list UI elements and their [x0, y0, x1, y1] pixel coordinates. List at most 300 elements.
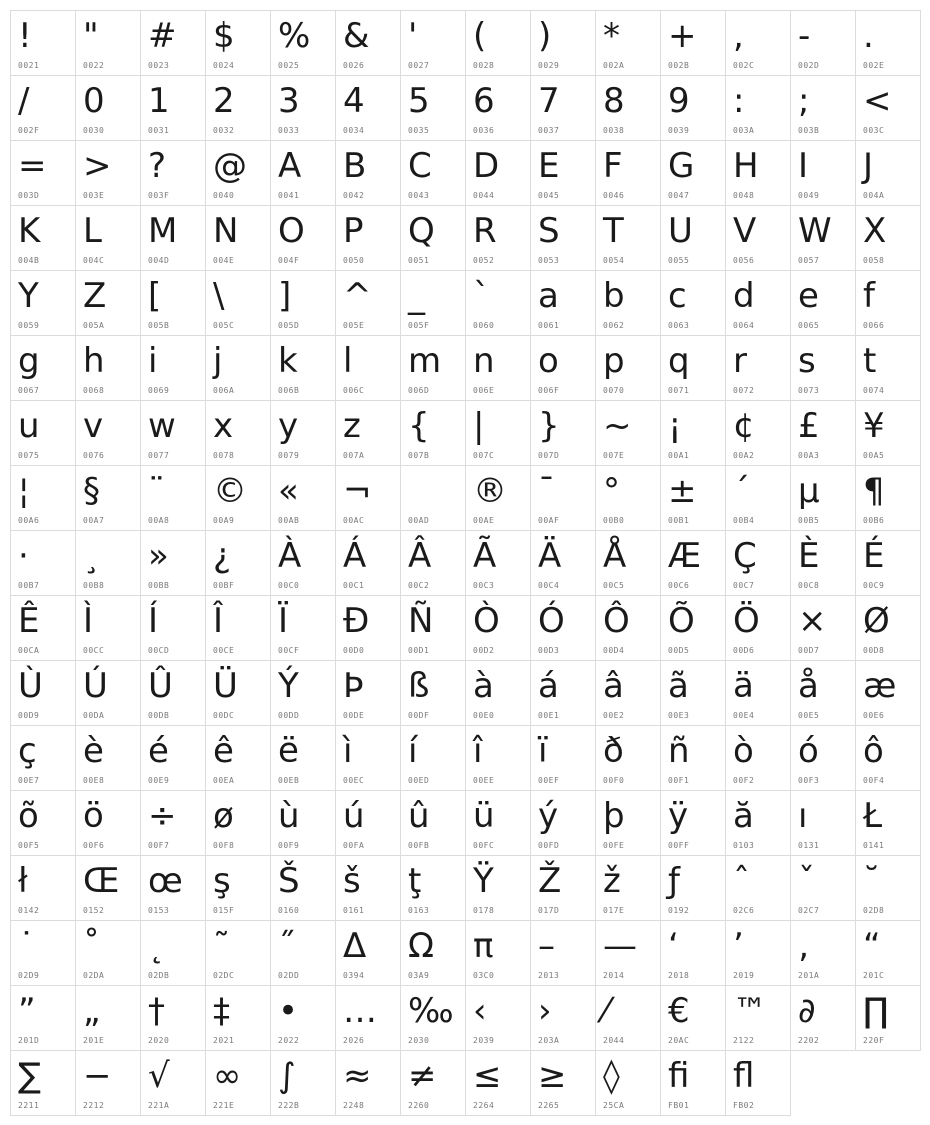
glyph-code: 0026 — [343, 61, 365, 70]
glyph-char: x — [213, 406, 234, 446]
glyph-cell — [856, 531, 921, 596]
glyph-code: 004C — [83, 256, 105, 265]
glyph-code: 00D8 — [863, 646, 885, 655]
glyph-char: Ì — [83, 601, 94, 641]
glyph-code: 00C6 — [668, 581, 690, 590]
glyph-code: 0141 — [863, 841, 885, 850]
glyph-cell — [596, 791, 661, 856]
glyph-cell — [791, 271, 856, 336]
glyph-cell — [661, 76, 726, 141]
glyph-code: 017D — [538, 906, 560, 915]
glyph-cell — [661, 596, 726, 661]
glyph-cell — [466, 271, 531, 336]
glyph-code: 0152 — [83, 906, 105, 915]
glyph-char: ! — [18, 16, 32, 56]
glyph-char: È — [798, 536, 820, 576]
glyph-char: • — [278, 991, 299, 1031]
glyph-char: P — [343, 211, 364, 251]
glyph-cell — [791, 76, 856, 141]
glyph-code: 02D8 — [863, 906, 885, 915]
glyph-cell — [791, 206, 856, 271]
glyph-code: 00F9 — [278, 841, 300, 850]
glyph-cell — [271, 596, 336, 661]
glyph-cell — [206, 856, 271, 921]
glyph-cell — [141, 11, 206, 76]
glyph-cell — [401, 76, 466, 141]
glyph-cell — [336, 661, 401, 726]
glyph-cell — [856, 401, 921, 466]
glyph-code: 0071 — [668, 386, 690, 395]
glyph-cell — [76, 271, 141, 336]
glyph-char: 8 — [603, 81, 625, 121]
glyph-cell — [531, 856, 596, 921]
glyph-cell — [76, 466, 141, 531]
glyph-char: < — [863, 81, 892, 121]
glyph-cell — [11, 11, 76, 76]
glyph-char: ≤ — [473, 1056, 502, 1096]
glyph-code: 0160 — [278, 906, 300, 915]
glyph-code: 0039 — [668, 126, 690, 135]
glyph-char: ţ — [408, 861, 422, 901]
glyph-cell — [141, 1051, 206, 1116]
glyph-code: 00AC — [343, 516, 365, 525]
glyph-cell — [336, 11, 401, 76]
glyph-code: FB02 — [733, 1101, 755, 1110]
glyph-char: ﬂ — [733, 1056, 755, 1096]
glyph-char: ë — [278, 731, 299, 771]
glyph-cell — [856, 76, 921, 141]
glyph-code: 015F — [213, 906, 235, 915]
glyph-code: 0053 — [538, 256, 560, 265]
glyph-code: 00C1 — [343, 581, 365, 590]
glyph-code: 00DC — [213, 711, 235, 720]
glyph-cell — [661, 1051, 726, 1116]
glyph-char: ¥ — [863, 406, 885, 446]
glyph-char: · — [18, 536, 29, 576]
glyph-cell — [401, 856, 466, 921]
glyph-code: 0027 — [408, 61, 430, 70]
glyph-cell — [76, 726, 141, 791]
glyph-cell — [11, 206, 76, 271]
glyph-char: Ó — [538, 601, 565, 641]
glyph-char: € — [668, 991, 690, 1031]
glyph-code: 25CA — [603, 1101, 625, 1110]
glyph-char: ‹ — [473, 991, 487, 1031]
glyph-char: . — [863, 16, 874, 56]
glyph-code: 2026 — [343, 1036, 365, 1045]
glyph-cell — [661, 791, 726, 856]
glyph-code: 00A5 — [863, 451, 885, 460]
glyph-char: † — [148, 991, 165, 1031]
glyph-code: 00A9 — [213, 516, 235, 525]
glyph-char: U — [668, 211, 693, 251]
glyph-cell — [271, 271, 336, 336]
glyph-cell — [726, 661, 791, 726]
glyph-code: 006D — [408, 386, 430, 395]
glyph-char: 5 — [408, 81, 430, 121]
glyph-cell — [271, 11, 336, 76]
glyph-code: 00F6 — [83, 841, 105, 850]
glyph-cell — [271, 1051, 336, 1116]
glyph-code: 00D6 — [733, 646, 755, 655]
glyph-char: ¬ — [343, 471, 372, 511]
glyph-char: N — [213, 211, 239, 251]
glyph-cell — [856, 726, 921, 791]
glyph-cell — [596, 661, 661, 726]
glyph-char: Ï — [278, 601, 289, 641]
glyph-cell — [76, 336, 141, 401]
glyph-code: 0062 — [603, 321, 625, 330]
glyph-code: 006C — [343, 386, 365, 395]
glyph-char: L — [83, 211, 102, 251]
glyph-char: ô — [863, 731, 884, 771]
glyph-code: 0079 — [278, 451, 300, 460]
glyph-char: Ê — [18, 601, 40, 641]
glyph-char: @ — [213, 146, 247, 186]
glyph-char: ¿ — [213, 536, 232, 576]
glyph-cell — [401, 401, 466, 466]
glyph-cell — [726, 791, 791, 856]
glyph-char: Œ — [83, 861, 120, 901]
glyph-code: 2022 — [278, 1036, 300, 1045]
glyph-cell — [271, 141, 336, 206]
glyph-cell — [76, 531, 141, 596]
glyph-cell — [76, 921, 141, 986]
glyph-cell — [661, 856, 726, 921]
glyph-char: ∫ — [278, 1056, 296, 1096]
glyph-cell — [336, 791, 401, 856]
glyph-char: n — [473, 341, 495, 381]
glyph-code: 00F4 — [863, 776, 885, 785]
glyph-code: 003E — [83, 191, 105, 200]
glyph-cell — [466, 141, 531, 206]
glyph-code: 00DB — [148, 711, 170, 720]
glyph-cell — [206, 336, 271, 401]
glyph-char: l — [343, 341, 353, 381]
glyph-code: 2014 — [603, 971, 625, 980]
glyph-code: 00E3 — [668, 711, 690, 720]
glyph-code: 004E — [213, 256, 235, 265]
glyph-cell — [726, 986, 791, 1051]
glyph-char: 9 — [668, 81, 690, 121]
glyph-char: ˛ — [148, 926, 165, 966]
glyph-char: © — [213, 471, 247, 511]
glyph-code: 00ED — [408, 776, 430, 785]
glyph-code: 00B6 — [863, 516, 885, 525]
glyph-code: 0131 — [798, 841, 820, 850]
glyph-char: ∏ — [863, 991, 889, 1031]
glyph-char: F — [603, 146, 623, 186]
glyph-code: 201A — [798, 971, 820, 980]
glyph-code: 0077 — [148, 451, 170, 460]
glyph-cell — [76, 1051, 141, 1116]
glyph-cell — [531, 11, 596, 76]
glyph-code: 0021 — [18, 61, 40, 70]
glyph-char: ÷ — [148, 796, 177, 836]
glyph-cell — [206, 791, 271, 856]
glyph-cell — [76, 661, 141, 726]
glyph-char: v — [83, 406, 104, 446]
glyph-code: 00D7 — [798, 646, 820, 655]
glyph-cell — [531, 206, 596, 271]
glyph-cell — [11, 726, 76, 791]
glyph-char: ± — [668, 471, 697, 511]
glyph-cell — [206, 596, 271, 661]
glyph-code: 00B0 — [603, 516, 625, 525]
glyph-cell — [206, 206, 271, 271]
glyph-char: / — [18, 81, 30, 121]
glyph-code: 0044 — [473, 191, 495, 200]
glyph-char: ‡ — [213, 991, 230, 1031]
glyph-cell — [531, 791, 596, 856]
glyph-char: Ô — [603, 601, 630, 641]
glyph-code: 2020 — [148, 1036, 170, 1045]
glyph-code: 0103 — [733, 841, 755, 850]
glyph-char: m — [408, 341, 442, 381]
glyph-cell — [596, 921, 661, 986]
glyph-code: 203A — [538, 1036, 560, 1045]
glyph-code: 0043 — [408, 191, 430, 200]
glyph-char: > — [83, 146, 112, 186]
glyph-code: 0045 — [538, 191, 560, 200]
glyph-char: ˚ — [83, 926, 100, 966]
glyph-char: E — [538, 146, 560, 186]
glyph-cell — [336, 271, 401, 336]
glyph-char: # — [148, 16, 177, 56]
glyph-code: 0032 — [213, 126, 235, 135]
glyph-cell — [76, 856, 141, 921]
glyph-char: ” — [18, 991, 36, 1031]
glyph-char: ~ — [603, 406, 632, 446]
glyph-cell — [336, 401, 401, 466]
glyph-cell — [76, 596, 141, 661]
glyph-code: 00B5 — [798, 516, 820, 525]
glyph-cell — [271, 986, 336, 1051]
glyph-cell — [466, 596, 531, 661]
glyph-cell — [336, 466, 401, 531]
glyph-cell — [141, 531, 206, 596]
glyph-char: Å — [603, 536, 627, 576]
glyph-char: ™ — [733, 991, 767, 1031]
glyph-code: 0023 — [148, 61, 170, 70]
glyph-cell — [336, 856, 401, 921]
glyph-code: 00E2 — [603, 711, 625, 720]
glyph-code: 00C8 — [798, 581, 820, 590]
glyph-cell — [336, 531, 401, 596]
glyph-char: – — [538, 926, 555, 966]
glyph-code: 2039 — [473, 1036, 495, 1045]
glyph-cell — [791, 921, 856, 986]
glyph-char: Ñ — [408, 601, 434, 641]
glyph-code: 00C0 — [278, 581, 300, 590]
glyph-code: 0076 — [83, 451, 105, 460]
glyph-code: 00EE — [473, 776, 495, 785]
glyph-cell — [11, 141, 76, 206]
glyph-char: Δ — [343, 926, 367, 966]
glyph-cell — [596, 856, 661, 921]
glyph-char: √ — [148, 1056, 170, 1096]
glyph-code: 2202 — [798, 1036, 820, 1045]
glyph-char: π — [473, 926, 494, 966]
glyph-code: 0069 — [148, 386, 170, 395]
glyph-code: 004A — [863, 191, 885, 200]
glyph-code: 2021 — [213, 1036, 235, 1045]
glyph-cell — [141, 466, 206, 531]
glyph-cell — [141, 206, 206, 271]
glyph-cell — [596, 76, 661, 141]
glyph-cell — [596, 1051, 661, 1116]
glyph-code: 2211 — [18, 1101, 40, 1110]
glyph-char: à — [473, 666, 494, 706]
glyph-cell — [856, 466, 921, 531]
glyph-code: 0065 — [798, 321, 820, 330]
glyph-code: 201E — [83, 1036, 105, 1045]
glyph-char: õ — [18, 796, 39, 836]
glyph-code: 02DA — [83, 971, 105, 980]
glyph-char: ∞ — [213, 1056, 242, 1096]
glyph-cell — [76, 206, 141, 271]
glyph-cell — [661, 336, 726, 401]
glyph-code: 00EA — [213, 776, 235, 785]
glyph-char: B — [343, 146, 367, 186]
glyph-code: 00F3 — [798, 776, 820, 785]
glyph-code: 00F2 — [733, 776, 755, 785]
glyph-char: § — [83, 471, 100, 511]
glyph-char: ⁄ — [603, 991, 609, 1031]
glyph-cell — [141, 791, 206, 856]
glyph-cell — [206, 11, 271, 76]
glyph-cell — [336, 921, 401, 986]
glyph-cell — [11, 596, 76, 661]
glyph-char: + — [668, 16, 697, 56]
glyph-code: 006A — [213, 386, 235, 395]
glyph-cell — [11, 531, 76, 596]
glyph-char: ü — [473, 796, 495, 836]
glyph-code: 002B — [668, 61, 690, 70]
glyph-code: 2212 — [83, 1101, 105, 1110]
glyph-char: ò — [733, 731, 754, 771]
glyph-char: é — [148, 731, 169, 771]
glyph-char: Ł — [863, 796, 883, 836]
glyph-cell — [11, 791, 76, 856]
glyph-cell — [11, 856, 76, 921]
glyph-code: 00DE — [343, 711, 365, 720]
glyph-char: À — [278, 536, 302, 576]
glyph-char: ì — [343, 731, 353, 771]
glyph-char: œ — [148, 861, 183, 901]
glyph-char: è — [83, 731, 104, 771]
glyph-cell — [271, 856, 336, 921]
glyph-cell — [141, 271, 206, 336]
glyph-cell — [401, 1051, 466, 1116]
glyph-char: Ù — [18, 666, 43, 706]
glyph-cell — [271, 206, 336, 271]
glyph-char: _ — [408, 276, 425, 316]
glyph-char: [ — [148, 276, 162, 316]
glyph-code: 02DB — [148, 971, 170, 980]
glyph-char: ¶ — [863, 471, 885, 511]
glyph-code: 00CE — [213, 646, 235, 655]
glyph-char: ã — [668, 666, 689, 706]
glyph-code: 0028 — [473, 61, 495, 70]
glyph-char: ¡ — [668, 406, 682, 446]
glyph-char: k — [278, 341, 298, 381]
glyph-code: 00AF — [538, 516, 560, 525]
glyph-code: 0029 — [538, 61, 560, 70]
glyph-cell — [11, 401, 76, 466]
glyph-code: 0034 — [343, 126, 365, 135]
glyph-code: 00F5 — [18, 841, 40, 850]
glyph-code: 2013 — [538, 971, 560, 980]
glyph-cell — [726, 401, 791, 466]
glyph-cell — [11, 336, 76, 401]
glyph-char: Õ — [668, 601, 695, 641]
glyph-char: Þ — [343, 666, 364, 706]
glyph-cell — [791, 401, 856, 466]
glyph-cell — [856, 141, 921, 206]
glyph-char: d — [733, 276, 755, 316]
glyph-cell — [76, 76, 141, 141]
glyph-char: Ð — [343, 601, 370, 641]
glyph-code: 0064 — [733, 321, 755, 330]
glyph-code: 00B8 — [83, 581, 105, 590]
glyph-cell — [856, 661, 921, 726]
glyph-cell — [856, 336, 921, 401]
glyph-char: › — [538, 991, 552, 1031]
glyph-cell — [336, 986, 401, 1051]
glyph-code: 0066 — [863, 321, 885, 330]
glyph-char: Á — [343, 536, 367, 576]
glyph-char: ¢ — [733, 406, 755, 446]
glyph-code: 00FB — [408, 841, 430, 850]
glyph-code: 0068 — [83, 386, 105, 395]
glyph-cell — [401, 596, 466, 661]
glyph-cell — [531, 466, 596, 531]
glyph-cell — [466, 76, 531, 141]
glyph-char: ƒ — [668, 861, 680, 901]
glyph-char: | — [473, 406, 485, 446]
glyph-code: 00E0 — [473, 711, 495, 720]
glyph-cell — [401, 986, 466, 1051]
glyph-code: 00D4 — [603, 646, 625, 655]
glyph-cell — [661, 11, 726, 76]
glyph-code: 00F1 — [668, 776, 690, 785]
glyph-code: 02C6 — [733, 906, 755, 915]
glyph-char: % — [278, 16, 311, 56]
glyph-code: 005B — [148, 321, 170, 330]
glyph-char: T — [603, 211, 624, 251]
glyph-code: 007E — [603, 451, 625, 460]
glyph-char: & — [343, 16, 370, 56]
glyph-char: ê — [213, 731, 234, 771]
glyph-cell — [336, 76, 401, 141]
glyph-cell — [856, 11, 921, 76]
glyph-char: 1 — [148, 81, 170, 121]
glyph-code: 0161 — [343, 906, 365, 915]
glyph-cell — [791, 531, 856, 596]
glyph-char: ◊ — [603, 1056, 620, 1096]
glyph-cell — [466, 531, 531, 596]
glyph-char: Ü — [213, 666, 238, 706]
glyph-char: ´ — [733, 471, 750, 511]
glyph-char: ú — [343, 796, 365, 836]
glyph-cell — [466, 206, 531, 271]
glyph-cell — [141, 986, 206, 1051]
glyph-char: O — [278, 211, 305, 251]
glyph-code: 00F7 — [148, 841, 170, 850]
glyph-char: » — [148, 536, 169, 576]
glyph-char: a — [538, 276, 559, 316]
